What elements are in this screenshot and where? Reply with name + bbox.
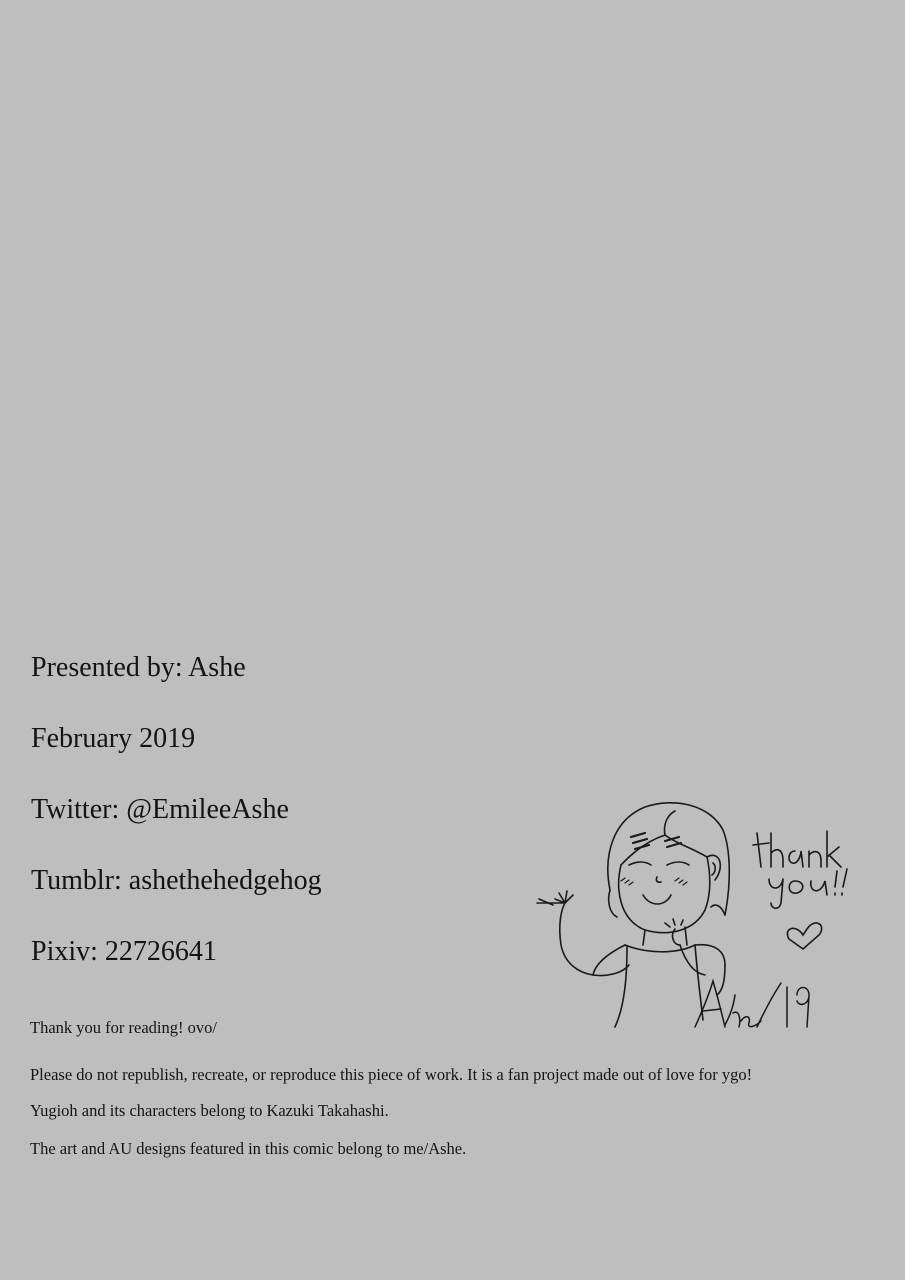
pixiv-id: Pixiv: 22726641 (31, 936, 217, 967)
handwritten-thank-you (753, 831, 847, 908)
copyright-yugioh: Yugioh and its characters belong to Kazuki Takahashi. (30, 1101, 389, 1120)
right-eye (667, 862, 689, 865)
shirt-outline (593, 945, 625, 975)
waving-chibi-drawing (525, 795, 855, 1040)
presented-by: Presented by: Ashe (31, 652, 246, 683)
waving-arm (560, 903, 593, 975)
thanks-note: Thank you for reading! ovo/ (30, 1018, 217, 1037)
face-outline (619, 857, 710, 933)
republish-notice: Please do not republish, recreate, or reproduce this piece of work. It is a fan project made out of love for ygo! (30, 1065, 753, 1084)
copyright-art: The art and AU designs featured in this comic belong to me/Ashe. (30, 1139, 467, 1158)
twitter-handle: Twitter: @EmileeAshe (31, 794, 289, 825)
heart-icon (787, 923, 821, 949)
signature (695, 981, 809, 1027)
date-line: February 2019 (31, 723, 196, 754)
tumblr-handle: Tumblr: ashethehedgehog (31, 865, 322, 896)
smile (643, 895, 671, 904)
chibi-illustration-svg (525, 795, 855, 1040)
nose (656, 877, 661, 882)
left-eye (629, 862, 651, 865)
